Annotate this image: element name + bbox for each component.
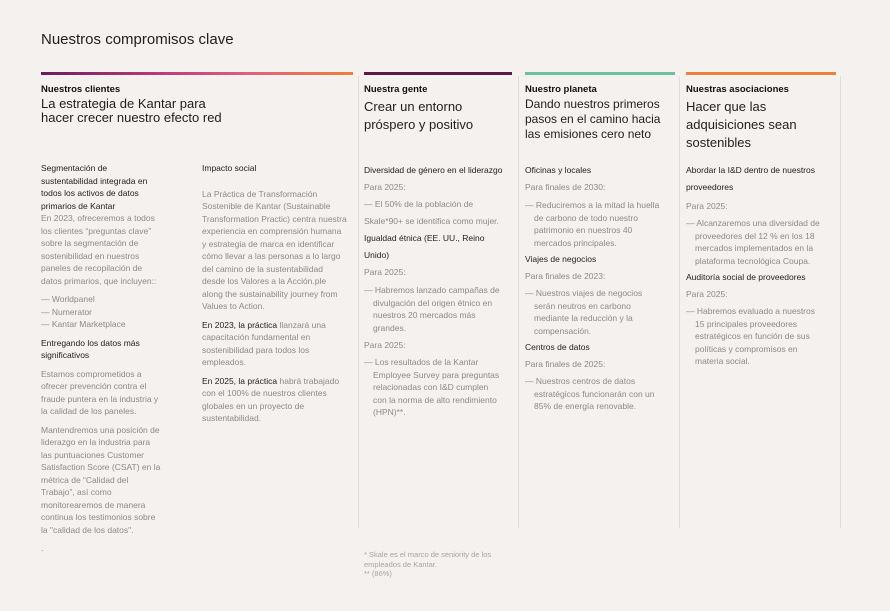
section-gente [364,72,512,528]
bullet: — Reduciremos a la mitad la huella de carbono de todo nuestro patrimonio en nuestros 40 mercados principales. [525,200,660,248]
year-label: Para 2025: [686,201,728,211]
year-label: Para 2025: [364,182,406,192]
section-planeta [525,72,675,528]
column-divider [518,76,519,528]
section-label: Nuestras asociaciones [686,84,789,95]
paragraph-text: habrá trabajado con el 100% de nuestros clientes globales en un proyecto de sustentabilidad. [202,375,340,423]
subheading: Viajes de negocios [525,254,597,264]
bullet: — Los resultados de la Kantar Employee Survey para preguntas relacionadas con I&D cumplen con la norma de alto rendimiento (HPN)**. [364,357,500,417]
section-label: Nuestro planeta [525,84,597,95]
year-label: Para finales de 2023: [525,271,606,281]
subheading: Abordar la I&D dentro de nuestros proveedores [686,165,815,192]
year-label: Para 2025: [686,289,728,299]
list-item: — Worldpanel [41,294,95,304]
section-headline: Crear un entorno próspero y positivo [364,99,474,132]
section-asociaciones [686,72,836,528]
section-accent-bar [525,72,675,75]
paragraph [202,319,347,369]
subheading: Auditoría social de proveedores [686,272,806,282]
bullet: — El 50% de la población de Skale*90+ se identifica como mujer. [364,199,499,226]
column-divider [358,76,359,528]
subheading: Diversidad de género en el liderazgo [364,165,503,175]
asociaciones-content [686,162,826,368]
bullet: — Nuestros centros de datos estratégicos funcionarán con un 85% de energía renovable. [525,376,655,411]
year-label: Para 2025: [364,340,406,350]
subheading: Centros de datos [525,342,590,352]
paragraph-text: llanzará una capacitación fundamental en sostenibilidad para todos los empleados. [202,319,326,367]
emphasis-text: En 2023, la práctica [202,319,280,330]
emphasis-text: En 2025, la práctica [202,375,280,386]
clientes-left-column [41,162,161,555]
clientes-right-column [202,162,347,425]
subheading: Segmentación de sustentabilidad integrada en todos los activos de datos primarios de Kantar [41,163,148,211]
subheading: Oficinas y locales [525,165,592,175]
paragraph: . [41,543,44,553]
section-accent-bar [364,72,512,75]
subheading: Igualdad étnica (EE. UU., Reino Unido) [364,233,485,260]
year-label: Para finales de 2030: [525,182,606,192]
gente-content [364,162,504,419]
bullet: — Habremos lanzado campañas de divulgación del origen étnico en nuestros 20 mercados más grandes. [364,285,500,333]
section-headline: Dando nuestros primeros pasos en el camino hacia las emisiones cero neto [525,97,661,141]
paragraph [202,375,347,425]
section-headline: La estrategia de Kantar para hacer crecer nuestro efecto red [41,96,222,125]
year-label: Para 2025: [364,267,406,277]
section-headline: Hacer que las adquisiciones sean sostenibles [686,99,797,150]
section-label: Nuestros clientes [41,84,121,95]
section-accent-bar [686,72,836,75]
paragraph: En 2023, ofreceremos a todos los clientes “preguntas clave” sobre la segmentación de sostenibilidad en nuestros paneles de recopilación de datos primarios, que incluyen:: [41,213,157,286]
footnote-line: * Skale es el marco de seniority de los empleados de Kantar. [364,550,492,569]
footnote [364,550,514,579]
bullet: — Alcanzaremos una diversidad de proveedores del 12 % en los 18 mercados implementados en la plataforma tecnológica Coupa. [686,218,820,266]
bullet: — Habremos evaluado a nuestros 15 principales proveedores estratégicos en función de sus políticas y compromisos en materia social. [686,306,815,366]
subheading: Entregando los datos más significativos [41,337,140,360]
section-clientes [41,72,353,553]
paragraph: Estamos comprometidos a ofrecer prevención contra el fraude puntera en la industria y la calidad de los paneles. [41,368,159,416]
year-label: Para finales de 2025: [525,359,606,369]
paragraph: La Práctica de Transformación Sostenible de Kantar (Sustainable Transformation Practic) centra nuestra experiencia en comprensión humana y estrategia de marca en identificar cómo llevar a las personas a lo largo del camino de la sustentabilidad desde los Valores a la Acción.ple along the sustainability journey from Values to Action. [202,188,347,311]
bullet: — Nuestros viajes de negocios serán neutros en carbono mediante la reducción y la compensación. [525,288,643,336]
section-accent-bar [41,72,353,75]
column-divider [679,76,680,528]
footnote-line: ** (86%) [364,569,392,578]
page-title: Nuestros compromisos clave [41,31,234,48]
list-item: — Kantar Marketplace [41,319,126,329]
section-label: Nuestra gente [364,84,428,95]
planeta-content [525,162,665,413]
subheading: Impacto social [202,163,257,173]
column-divider [840,76,841,528]
paragraph: Mantendremos una posición de liderazgo en la industria para las puntuaciones Customer Satisfaction Score (CSAT) en la métrica de “Calidad del Trabajo”, así como monitorearemos de manera continua los testimonios sobre la "calidad de los datos". [41,424,161,535]
list-item: — Numerator [41,306,93,317]
